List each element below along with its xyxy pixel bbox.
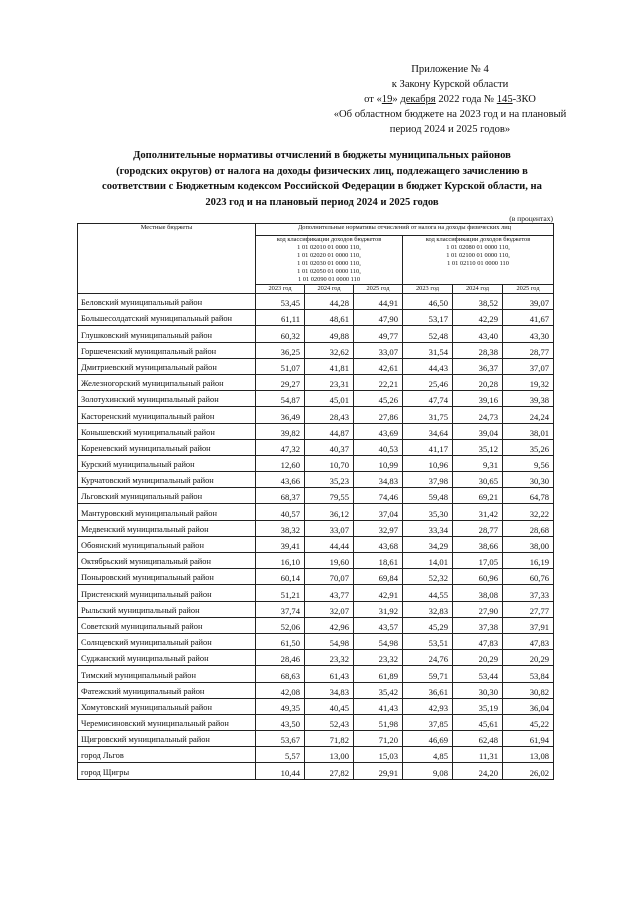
norm-value-cell: 45,01 [305, 391, 354, 407]
norm-value-cell: 20,28 [453, 374, 503, 390]
norm-value-cell: 61,94 [503, 731, 554, 747]
norm-value-cell: 33,34 [403, 520, 453, 536]
norm-value-cell: 38,01 [503, 423, 554, 439]
norm-value-cell: 40,37 [305, 439, 354, 455]
norm-value-cell: 31,75 [403, 407, 453, 423]
norm-value-cell: 37,33 [503, 585, 554, 601]
norm-value-cell: 27,90 [453, 601, 503, 617]
appendix-date-line [300, 92, 600, 107]
norm-value-cell: 15,03 [354, 747, 403, 763]
norm-value-cell: 53,44 [453, 666, 503, 682]
norm-value-cell: 39,04 [453, 423, 503, 439]
norm-value-cell: 32,97 [354, 520, 403, 536]
norm-value-cell: 30,65 [453, 472, 503, 488]
table-row [78, 358, 554, 374]
norm-value-cell: 31,54 [403, 342, 453, 358]
norm-value-cell: 71,20 [354, 731, 403, 747]
norm-value-cell: 42,61 [354, 358, 403, 374]
title-line: соответствии с Бюджетным кодексом Российской Федерации в бюджет Курской области, на [102, 181, 542, 192]
date-year: 2022 года № [435, 94, 497, 105]
year-header: 2023 год [403, 285, 453, 294]
norm-value-cell: 40,45 [305, 698, 354, 714]
norm-value-cell: 44,91 [354, 294, 403, 310]
norm-value-cell: 34,83 [305, 682, 354, 698]
norm-value-cell: 52,48 [403, 326, 453, 342]
norm-value-cell: 24,20 [453, 763, 503, 779]
norm-value-cell: 33,07 [354, 342, 403, 358]
table-row [78, 423, 554, 439]
norm-value-cell: 53,67 [256, 731, 305, 747]
table-row [78, 617, 554, 633]
table-row [78, 455, 554, 471]
budget-name-cell: Солнцевский муниципальный район [78, 633, 256, 649]
norm-value-cell: 49,88 [305, 326, 354, 342]
norm-value-cell: 38,66 [453, 536, 503, 552]
law-number: 145 [496, 94, 513, 105]
norm-value-cell: 47,83 [453, 633, 503, 649]
budget-name-cell: Беловский муниципальный район [78, 294, 256, 310]
norm-value-cell: 37,74 [256, 601, 305, 617]
norm-value-cell: 39,82 [256, 423, 305, 439]
table-row [78, 698, 554, 714]
table-row [78, 569, 554, 585]
code-group-label: код классификации доходов бюджетов [276, 236, 382, 243]
norm-value-cell: 13,08 [503, 747, 554, 763]
norm-value-cell: 43,77 [305, 585, 354, 601]
norm-value-cell: 27,82 [305, 763, 354, 779]
table-row [78, 585, 554, 601]
norm-value-cell: 43,57 [354, 617, 403, 633]
title-line: Дополнительные нормативы отчислений в бюджеты муниципальных районов [133, 150, 511, 161]
code-line: 1 01 02080 01 0000 110, [446, 244, 510, 251]
norm-value-cell: 39,07 [503, 294, 554, 310]
norm-value-cell: 16,19 [503, 553, 554, 569]
norm-value-cell: 69,84 [354, 569, 403, 585]
norm-value-cell: 10,96 [403, 455, 453, 471]
table-row [78, 310, 554, 326]
norm-value-cell: 36,37 [453, 358, 503, 374]
budget-name-cell: Горшеченский муниципальный район [78, 342, 256, 358]
budget-name-cell: Железногорский муниципальный район [78, 374, 256, 390]
norm-value-cell: 49,35 [256, 698, 305, 714]
norm-value-cell: 9,56 [503, 455, 554, 471]
norm-value-cell: 54,98 [305, 633, 354, 649]
date-prefix: от « [364, 94, 382, 105]
norm-value-cell: 35,23 [305, 472, 354, 488]
norm-value-cell: 28,77 [453, 520, 503, 536]
norm-value-cell: 54,87 [256, 391, 305, 407]
norm-value-cell: 34,64 [403, 423, 453, 439]
table-row [78, 682, 554, 698]
norm-value-cell: 36,04 [503, 698, 554, 714]
table-row [78, 326, 554, 342]
norm-value-cell: 62,48 [453, 731, 503, 747]
norm-value-cell: 5,57 [256, 747, 305, 763]
norm-value-cell: 26,02 [503, 763, 554, 779]
norm-value-cell: 10,44 [256, 763, 305, 779]
norm-value-cell: 44,43 [403, 358, 453, 374]
norm-value-cell: 42,29 [453, 310, 503, 326]
norm-value-cell: 36,12 [305, 504, 354, 520]
table-row [78, 633, 554, 649]
norm-value-cell: 54,98 [354, 633, 403, 649]
norm-value-cell: 23,31 [305, 374, 354, 390]
table-row [78, 391, 554, 407]
norm-value-cell: 40,53 [354, 439, 403, 455]
norm-value-cell: 19,32 [503, 374, 554, 390]
budget-name-cell: Глушковский муниципальный район [78, 326, 256, 342]
norm-value-cell: 37,85 [403, 714, 453, 730]
budget-name-cell: Обоянский муниципальный район [78, 536, 256, 552]
norms-table [77, 223, 554, 780]
norm-value-cell: 27,86 [354, 407, 403, 423]
norm-value-cell: 46,69 [403, 731, 453, 747]
norm-value-cell: 47,83 [503, 633, 554, 649]
norm-value-cell: 60,76 [503, 569, 554, 585]
norm-value-cell: 52,06 [256, 617, 305, 633]
norm-value-cell: 24,73 [453, 407, 503, 423]
norm-value-cell: 61,50 [256, 633, 305, 649]
norm-value-cell: 43,40 [453, 326, 503, 342]
title-line: (городских округов) от налога на доходы физических лиц, подлежащего зачислению в [116, 165, 528, 177]
code-line: 1 01 02050 01 0000 110, [297, 268, 361, 275]
budget-name-cell: Мантуровский муниципальный район [78, 504, 256, 520]
norm-value-cell: 32,07 [305, 601, 354, 617]
norm-value-cell: 39,38 [503, 391, 554, 407]
norm-value-cell: 14,01 [403, 553, 453, 569]
norm-value-cell: 68,37 [256, 488, 305, 504]
norm-value-cell: 30,82 [503, 682, 554, 698]
norm-value-cell: 35,19 [453, 698, 503, 714]
budget-name-cell: Медвенский муниципальный район [78, 520, 256, 536]
norm-value-cell: 35,12 [453, 439, 503, 455]
norm-value-cell: 51,07 [256, 358, 305, 374]
norm-value-cell: 32,22 [503, 504, 554, 520]
appendix-number: Приложение № 4 [411, 64, 489, 75]
norm-value-cell: 48,61 [305, 310, 354, 326]
table-row [78, 650, 554, 666]
norm-value-cell: 37,91 [503, 617, 554, 633]
norm-value-cell: 39,41 [256, 536, 305, 552]
norm-value-cell: 43,50 [256, 714, 305, 730]
norm-value-cell: 43,69 [354, 423, 403, 439]
norm-value-cell: 16,10 [256, 553, 305, 569]
code-line: 1 01 02020 01 0000 110, [297, 252, 361, 259]
norm-value-cell: 23,32 [354, 650, 403, 666]
table-row [78, 342, 554, 358]
norm-value-cell: 9,08 [403, 763, 453, 779]
table-row [78, 553, 554, 569]
norm-value-cell: 44,28 [305, 294, 354, 310]
norm-value-cell: 32,83 [403, 601, 453, 617]
norm-value-cell: 10,99 [354, 455, 403, 471]
norm-value-cell: 45,29 [403, 617, 453, 633]
budget-name-cell: Курский муниципальный район [78, 455, 256, 471]
col-header-norms: Дополнительные нормативы отчислений от налога на доходы физических лиц [256, 224, 554, 236]
norm-value-cell: 11,31 [453, 747, 503, 763]
norm-value-cell: 35,26 [503, 439, 554, 455]
date-day: 19 [381, 94, 393, 105]
norm-value-cell: 53,17 [403, 310, 453, 326]
norm-value-cell: 52,43 [305, 714, 354, 730]
norm-value-cell: 24,76 [403, 650, 453, 666]
table-row [78, 520, 554, 536]
norm-value-cell: 35,42 [354, 682, 403, 698]
norm-value-cell: 52,32 [403, 569, 453, 585]
norm-value-cell: 9,31 [453, 455, 503, 471]
code-line: 1 01 02100 01 0000 110, [446, 252, 510, 259]
budget-name-cell: Конышевский муниципальный район [78, 423, 256, 439]
norm-value-cell: 31,92 [354, 601, 403, 617]
budget-name-cell: Тимский муниципальный район [78, 666, 256, 682]
norm-value-cell: 13,00 [305, 747, 354, 763]
table-row [78, 439, 554, 455]
norm-value-cell: 53,45 [256, 294, 305, 310]
norm-value-cell: 37,04 [354, 504, 403, 520]
norm-value-cell: 42,08 [256, 682, 305, 698]
table-row [78, 731, 554, 747]
budget-name-cell: Черемисиновский муниципальный район [78, 714, 256, 730]
table-row [78, 472, 554, 488]
norm-value-cell: 59,48 [403, 488, 453, 504]
table-row [78, 601, 554, 617]
norm-value-cell: 29,91 [354, 763, 403, 779]
document-title [72, 148, 572, 210]
year-header: 2023 год [256, 285, 305, 294]
norm-value-cell: 53,84 [503, 666, 554, 682]
norm-value-cell: 36,25 [256, 342, 305, 358]
budget-name-cell: Касторенский муниципальный район [78, 407, 256, 423]
code-line: 1 01 02090 01 0000 110 [297, 276, 361, 283]
norm-value-cell: 29,27 [256, 374, 305, 390]
budget-name-cell: Льговский муниципальный район [78, 488, 256, 504]
table-row [78, 294, 554, 310]
norm-value-cell: 10,70 [305, 455, 354, 471]
norm-value-cell: 18,61 [354, 553, 403, 569]
norm-value-cell: 36,49 [256, 407, 305, 423]
norm-value-cell: 37,07 [503, 358, 554, 374]
norm-value-cell: 38,52 [453, 294, 503, 310]
norm-value-cell: 44,44 [305, 536, 354, 552]
budget-name-cell: Поныровский муниципальный район [78, 569, 256, 585]
norm-value-cell: 60,96 [453, 569, 503, 585]
col-header-budget: Местные бюджеты [78, 224, 256, 294]
norm-value-cell: 64,78 [503, 488, 554, 504]
table-row [78, 536, 554, 552]
norm-value-cell: 28,46 [256, 650, 305, 666]
norm-value-cell: 70,07 [305, 569, 354, 585]
table-row [78, 488, 554, 504]
law-suffix: -ЗКО [512, 94, 536, 105]
norm-value-cell: 38,08 [453, 585, 503, 601]
norm-value-cell: 42,93 [403, 698, 453, 714]
norm-value-cell: 17,05 [453, 553, 503, 569]
norm-value-cell: 51,21 [256, 585, 305, 601]
norm-value-cell: 20,29 [453, 650, 503, 666]
budget-name-cell: Рыльский муниципальный район [78, 601, 256, 617]
norm-value-cell: 41,81 [305, 358, 354, 374]
year-header: 2024 год [453, 285, 503, 294]
norm-value-cell: 43,30 [503, 326, 554, 342]
budget-name-cell: Суджанский муниципальный район [78, 650, 256, 666]
table-body [78, 294, 554, 780]
norm-value-cell: 49,77 [354, 326, 403, 342]
budget-name-cell: Большесолдатский муниципальный район [78, 310, 256, 326]
code-group-1 [256, 236, 403, 285]
table-row [78, 666, 554, 682]
table-row [78, 763, 554, 779]
norm-value-cell: 74,46 [354, 488, 403, 504]
norm-value-cell: 23,32 [305, 650, 354, 666]
norm-value-cell: 22,21 [354, 374, 403, 390]
norm-value-cell: 41,67 [503, 310, 554, 326]
code-line: 1 01 02110 01 0000 110 [447, 260, 509, 267]
norm-value-cell: 30,30 [453, 682, 503, 698]
norm-value-cell: 24,24 [503, 407, 554, 423]
norm-value-cell: 79,55 [305, 488, 354, 504]
norm-value-cell: 69,21 [453, 488, 503, 504]
norm-value-cell: 60,32 [256, 326, 305, 342]
appendix-law-period: период 2024 и 2025 годов» [389, 124, 511, 135]
norm-value-cell: 27,77 [503, 601, 554, 617]
norm-value-cell: 19,60 [305, 553, 354, 569]
year-header: 2024 год [305, 285, 354, 294]
budget-name-cell: Пристенский муниципальный район [78, 585, 256, 601]
table-row [78, 374, 554, 390]
title-line: 2023 год и на плановый период 2024 и 2025 годов [205, 196, 439, 208]
norm-value-cell: 28,77 [503, 342, 554, 358]
norm-value-cell: 34,83 [354, 472, 403, 488]
budget-name-cell: Дмитриевский муниципальный район [78, 358, 256, 374]
budget-name-cell: Советский муниципальный район [78, 617, 256, 633]
table-row [78, 714, 554, 730]
norm-value-cell: 43,68 [354, 536, 403, 552]
norm-value-cell: 41,43 [354, 698, 403, 714]
norm-value-cell: 41,17 [403, 439, 453, 455]
norm-value-cell: 42,96 [305, 617, 354, 633]
norm-value-cell: 61,11 [256, 310, 305, 326]
norm-value-cell: 44,55 [403, 585, 453, 601]
norm-value-cell: 60,14 [256, 569, 305, 585]
norm-value-cell: 61,89 [354, 666, 403, 682]
year-header: 2025 год [354, 285, 403, 294]
norm-value-cell: 4,85 [403, 747, 453, 763]
appendix-block [300, 62, 600, 137]
norm-value-cell: 45,61 [453, 714, 503, 730]
norm-value-cell: 47,74 [403, 391, 453, 407]
norm-value-cell: 32,62 [305, 342, 354, 358]
norm-value-cell: 12,60 [256, 455, 305, 471]
date-mid: » [392, 94, 401, 105]
table-row [78, 747, 554, 763]
budget-name-cell: Щигровский муниципальный район [78, 731, 256, 747]
code-line: 1 01 02030 01 0000 110, [297, 260, 361, 267]
budget-name-cell: Октябрьский муниципальный район [78, 553, 256, 569]
norm-value-cell: 40,57 [256, 504, 305, 520]
budget-name-cell: Кореневский муниципальный район [78, 439, 256, 455]
unit-label: (в процентах) [509, 214, 553, 223]
norm-value-cell: 44,87 [305, 423, 354, 439]
code-line: 1 01 02010 01 0000 110, [297, 244, 361, 251]
norm-value-cell: 34,29 [403, 536, 453, 552]
norm-value-cell: 45,22 [503, 714, 554, 730]
norm-value-cell: 42,91 [354, 585, 403, 601]
date-month: декабря [400, 94, 436, 105]
appendix-law: к Закону Курской области [391, 79, 509, 90]
norm-value-cell: 39,16 [453, 391, 503, 407]
norm-value-cell: 28,68 [503, 520, 554, 536]
budget-name-cell: город Льгов [78, 747, 256, 763]
table-row [78, 407, 554, 423]
norm-value-cell: 38,00 [503, 536, 554, 552]
norm-value-cell: 43,66 [256, 472, 305, 488]
budget-name-cell: Курчатовский муниципальный район [78, 472, 256, 488]
norm-value-cell: 25,46 [403, 374, 453, 390]
norm-value-cell: 36,61 [403, 682, 453, 698]
norm-value-cell: 47,32 [256, 439, 305, 455]
table-row [78, 504, 554, 520]
norm-value-cell: 61,43 [305, 666, 354, 682]
year-header: 2025 год [503, 285, 554, 294]
norm-value-cell: 31,42 [453, 504, 503, 520]
norm-value-cell: 71,82 [305, 731, 354, 747]
norm-value-cell: 28,38 [453, 342, 503, 358]
norm-value-cell: 46,50 [403, 294, 453, 310]
norm-value-cell: 28,43 [305, 407, 354, 423]
code-group-label: код классификации доходов бюджетов [425, 236, 531, 243]
norm-value-cell: 20,29 [503, 650, 554, 666]
budget-name-cell: Золотухинский муниципальный район [78, 391, 256, 407]
norm-value-cell: 51,98 [354, 714, 403, 730]
norm-value-cell: 35,30 [403, 504, 453, 520]
norm-value-cell: 37,98 [403, 472, 453, 488]
budget-name-cell: Фатежский муниципальный район [78, 682, 256, 698]
appendix-law-title: «Об областном бюджете на 2023 год и на плановый [333, 109, 567, 120]
norm-value-cell: 59,71 [403, 666, 453, 682]
norm-value-cell: 37,38 [453, 617, 503, 633]
norm-value-cell: 53,51 [403, 633, 453, 649]
budget-name-cell: Хомутовский муниципальный район [78, 698, 256, 714]
norm-value-cell: 68,63 [256, 666, 305, 682]
norm-value-cell: 45,26 [354, 391, 403, 407]
norm-value-cell: 30,30 [503, 472, 554, 488]
norm-value-cell: 38,32 [256, 520, 305, 536]
norm-value-cell: 47,90 [354, 310, 403, 326]
code-group-2 [403, 236, 554, 285]
budget-name-cell: город Щигры [78, 763, 256, 779]
norm-value-cell: 33,07 [305, 520, 354, 536]
